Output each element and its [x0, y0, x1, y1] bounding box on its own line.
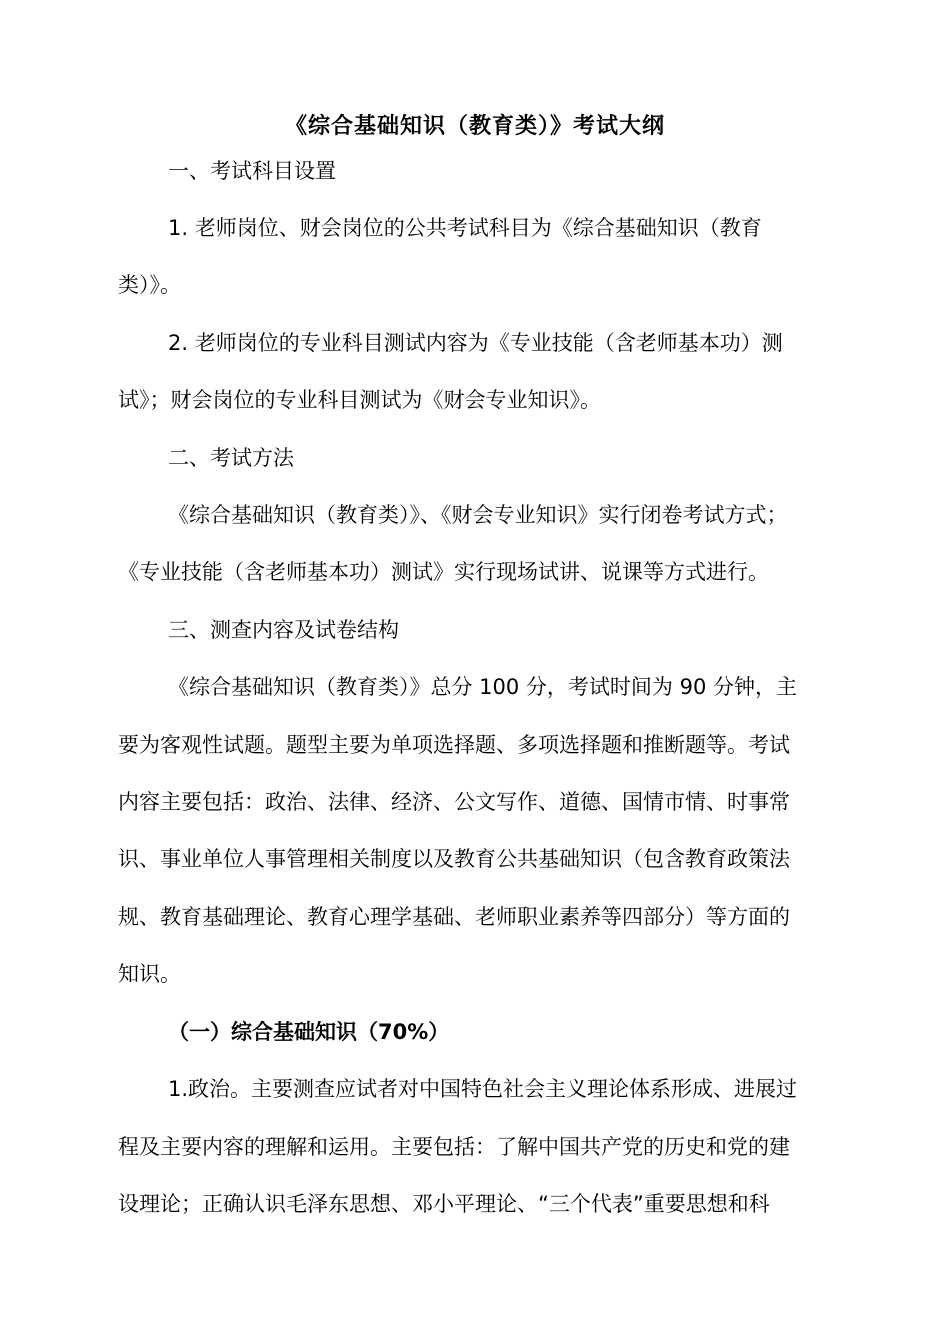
- politics-line1: 1.政治。主要测查应试者对中国特色社会主义理论体系形成、进展过: [168, 1077, 798, 1101]
- section3-paragraph-line3: 内容主要包括：政治、法律、经济、公文写作、道德、国情市情、时事常: [118, 790, 790, 814]
- section2-heading: 二、考试方法: [168, 446, 294, 470]
- section1-item1-line1: 1. 老师岗位、财会岗位的公共考试科目为《综合基础知识（教育: [168, 216, 762, 240]
- section1-item2-line1: 2. 老师岗位的专业科目测试内容为《专业技能（含老师基本功）测: [168, 331, 783, 355]
- document-title: 《综合基础知识（教育类）》考试大纲: [284, 113, 665, 139]
- politics-line2: 程及主要内容的理解和运用。主要包括：了解中国共产党的历史和党的建: [118, 1135, 790, 1159]
- section1-item2-line2: 试》；财会岗位的专业科目测试为《财会专业知识》。: [118, 388, 601, 412]
- section3-subheading: （一）综合基础知识（70%）: [168, 1020, 450, 1044]
- section3-paragraph-line6: 知识。: [118, 962, 181, 986]
- section3-paragraph-line1: 《综合基础知识（教育类）》总分 100 分，考试时间为 90 分钟，主: [168, 675, 798, 699]
- politics-line3: 设理论；正确认识毛泽东思想、邓小平理论、“三个代表”重要思想和科: [118, 1192, 770, 1216]
- section3-paragraph-line5: 规、教育基础理论、教育心理学基础、老师职业素养等四部分）等方面的: [118, 905, 790, 929]
- section2-paragraph-line1: 《综合基础知识（教育类）》、《财会专业知识》实行闭卷考试方式；: [168, 503, 788, 527]
- section3-paragraph-line2: 要为客观性试题。题型主要为单项选择题、多项选择题和推断题等。考试: [118, 733, 790, 757]
- section3-paragraph-line4: 识、事业单位人事管理相关制度以及教育公共基础知识（包含教育政策法: [118, 847, 790, 871]
- section1-item1-line2: 类）》。: [118, 273, 181, 297]
- section2-paragraph-line2: 《专业技能（含老师基本功）测试》实行现场试讲、说课等方式进行。: [118, 560, 769, 584]
- section3-heading: 三、测查内容及试卷结构: [168, 618, 399, 642]
- section1-heading: 一、考试科目设置: [168, 159, 336, 183]
